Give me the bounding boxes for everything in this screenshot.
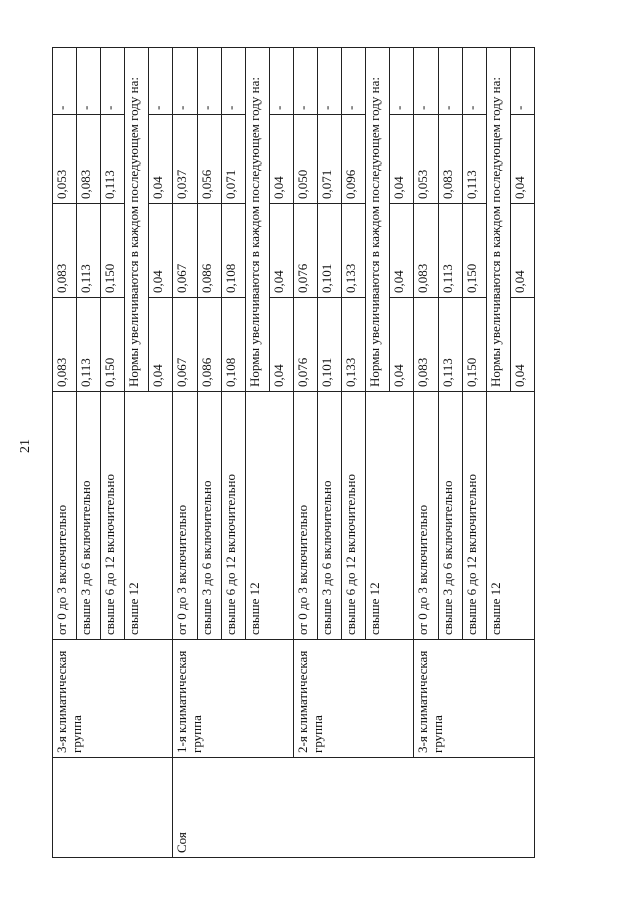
crop-cell: Соя — [173, 758, 535, 858]
value-cell: 0,108 — [221, 298, 245, 392]
climate-group-cell: 3-я климатическая группа — [53, 640, 173, 758]
value-cell: 0,053 — [414, 115, 438, 204]
value-cell: 0,113 — [438, 298, 462, 392]
value-cell: - — [342, 48, 366, 115]
value-cell: 0,150 — [462, 204, 486, 298]
age-cell: от 0 до 3 включительно — [173, 392, 197, 640]
age-cell: от 0 до 3 включительно — [293, 392, 317, 640]
value-cell: 0,113 — [77, 204, 101, 298]
value-cell: 0,04 — [510, 204, 534, 298]
value-cell: 0,083 — [53, 298, 77, 392]
value-cell: 0,083 — [414, 298, 438, 392]
value-cell: 0,113 — [462, 115, 486, 204]
value-cell: 0,04 — [269, 115, 293, 204]
value-cell: 0,04 — [149, 115, 173, 204]
value-cell: 0,056 — [197, 115, 221, 204]
value-cell: - — [293, 48, 317, 115]
climate-group-cell: 1-я климатическая группа — [173, 640, 293, 758]
value-cell: - — [390, 48, 414, 115]
age-cell: от 0 до 3 включительно — [53, 392, 77, 640]
age-cell: свыше 12 — [245, 392, 293, 640]
table-row — [293, 48, 317, 858]
value-cell: 0,067 — [173, 298, 197, 392]
age-cell: свыше 6 до 12 включительно — [462, 392, 486, 640]
value-cell: 0,083 — [53, 204, 77, 298]
age-cell: свыше 6 до 12 включительно — [221, 392, 245, 640]
value-cell: - — [77, 48, 101, 115]
value-cell: 0,04 — [510, 115, 534, 204]
value-cell: 0,086 — [197, 204, 221, 298]
climate-group-cell: 3-я климатическая группа — [414, 640, 535, 758]
value-cell: 0,150 — [101, 298, 125, 392]
age-cell: свыше 3 до 6 включительно — [318, 392, 342, 640]
value-cell: 0,101 — [318, 204, 342, 298]
value-cell: 0,04 — [149, 298, 173, 392]
value-cell: 0,086 — [197, 298, 221, 392]
value-cell: 0,150 — [462, 298, 486, 392]
value-cell: 0,04 — [269, 204, 293, 298]
value-cell: - — [221, 48, 245, 115]
value-cell: 0,113 — [77, 298, 101, 392]
value-cell: 0,071 — [318, 115, 342, 204]
value-cell: 0,150 — [101, 204, 125, 298]
climate-group-cell: 2-я климатическая группа — [293, 640, 413, 758]
value-cell: - — [269, 48, 293, 115]
age-cell: свыше 12 — [486, 392, 534, 640]
value-cell: - — [101, 48, 125, 115]
note-cell: Нормы увеличиваются в каждом последующем году на: — [366, 48, 390, 392]
note-cell: Нормы увеличиваются в каждом последующем году на: — [486, 48, 510, 392]
age-cell: от 0 до 3 включительно — [414, 392, 438, 640]
value-cell: - — [438, 48, 462, 115]
value-cell: 0,04 — [510, 298, 534, 392]
value-cell: 0,04 — [390, 204, 414, 298]
age-cell: свыше 12 — [125, 392, 173, 640]
table-row — [414, 48, 438, 858]
table-row — [53, 48, 77, 858]
age-cell: свыше 3 до 6 включительно — [438, 392, 462, 640]
value-cell: - — [149, 48, 173, 115]
value-cell: - — [510, 48, 534, 115]
table-row — [173, 48, 197, 858]
value-cell: 0,04 — [269, 298, 293, 392]
norms-table — [52, 47, 535, 858]
value-cell: 0,096 — [342, 115, 366, 204]
note-cell: Нормы увеличиваются в каждом последующем году на: — [125, 48, 149, 392]
value-cell: 0,04 — [390, 298, 414, 392]
age-cell: свыше 6 до 12 включительно — [342, 392, 366, 640]
value-cell: - — [318, 48, 342, 115]
value-cell: 0,04 — [149, 204, 173, 298]
value-cell: 0,037 — [173, 115, 197, 204]
crop-cell-empty — [53, 758, 173, 858]
age-cell: свыше 6 до 12 включительно — [101, 392, 125, 640]
value-cell: - — [414, 48, 438, 115]
page-number: 21 — [18, 439, 33, 453]
age-cell: свыше 3 до 6 включительно — [197, 392, 221, 640]
value-cell: 0,083 — [77, 115, 101, 204]
value-cell: 0,083 — [438, 115, 462, 204]
value-cell: 0,076 — [293, 298, 317, 392]
value-cell: 0,071 — [221, 115, 245, 204]
value-cell: - — [197, 48, 221, 115]
age-cell: свыше 3 до 6 включительно — [77, 392, 101, 640]
value-cell: 0,133 — [342, 204, 366, 298]
value-cell: 0,113 — [101, 115, 125, 204]
value-cell: 0,04 — [390, 115, 414, 204]
value-cell: 0,108 — [221, 204, 245, 298]
value-cell: 0,067 — [173, 204, 197, 298]
value-cell: 0,076 — [293, 204, 317, 298]
value-cell: - — [462, 48, 486, 115]
value-cell: 0,050 — [293, 115, 317, 204]
value-cell: 0,101 — [318, 298, 342, 392]
rotated-table-container — [52, 48, 535, 858]
value-cell: 0,133 — [342, 298, 366, 392]
value-cell: 0,083 — [414, 204, 438, 298]
value-cell: - — [173, 48, 197, 115]
value-cell: - — [53, 48, 77, 115]
value-cell: 0,113 — [438, 204, 462, 298]
note-cell: Нормы увеличиваются в каждом последующем году на: — [245, 48, 269, 392]
value-cell: 0,053 — [53, 115, 77, 204]
age-cell: свыше 12 — [366, 392, 414, 640]
